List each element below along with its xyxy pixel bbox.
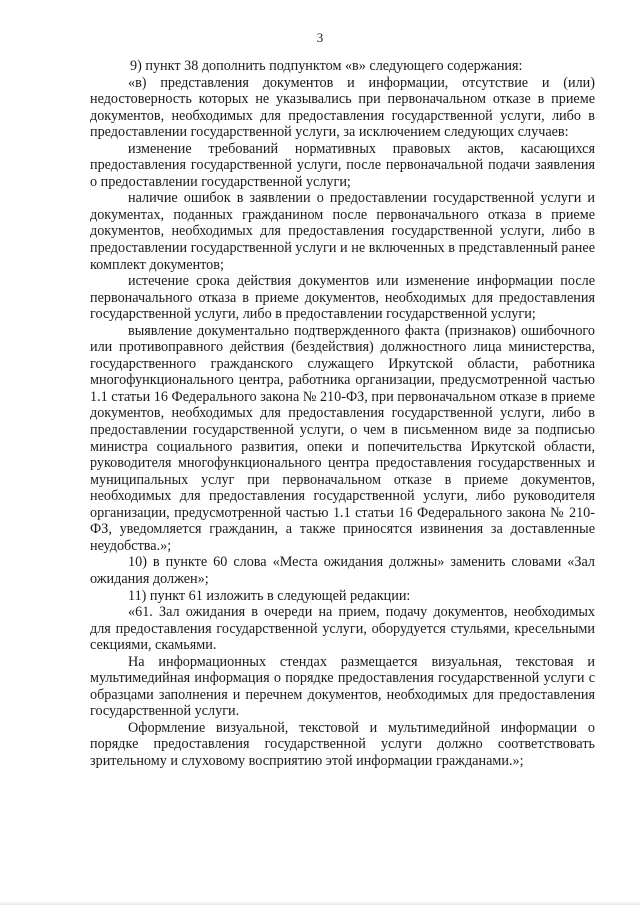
paragraph-exception-4: выявление документально подтвержденного факта (признаков) ошибочного или противоправного действия (бездействия) должностного лица министерства, государственного гражданского служащего Иркутской области, работника многофункционального центра, работника организации, предусмотренной частью 1.1 статьи 16 Федерального закона № 210-ФЗ, при первоначальном отказе в приеме документов, необходимых для предоставления государственной услуги, либо в предоставлении государственной услуги, о чем в письменном виде за подписью министра социального развития, опеки и попечительства Иркутской области, руководителя многофункционального центра предоставления государственных и муниципальных услуг при первоначальном отказе в приеме документов, необходимых для предоставления государственной услуги, либо руководителя организации, предусмотренной частью 1.1 статьи 16 Федерального закона № 210-ФЗ, уведомляется гражданин, а также приносятся извинения за доставленные неудобства.»; [90,322,595,554]
paragraph-point-61: «61. Зал ожидания в очереди на прием, подачу документов, необходимых для предоставления государственной услуги, оборудуется стульями, кресельными секциями, скамьями. [90,604,595,654]
paragraph-exception-2: наличие ошибок в заявлении о предоставлении государственной услуги и документах, поданных гражданином после первоначального отказа в приеме документов, необходимых для предоставления государственной услуги, либо в предоставлении государственной услуги и не включенных в представленный ранее комплект документов; [90,190,595,273]
paragraph-subitem-v: «в) представления документов и информации, отсутствие и (или) недостоверность которых не указывались при первоначальном отказе в приеме документов, необходимых для предоставления государственной услуги, либо в предоставлении государственной услуги, за исключением следующих случаев: [90,74,595,141]
page-number: 3 [316,30,324,45]
scan-bottom-edge [0,901,640,905]
paragraph-exception-3: истечение срока действия документов или изменение информации после первоначального отказа в приеме документов, необходимых для предоставления государственной услуги, либо в предоставлении государственной услуги; [90,273,595,323]
paragraph-info-design: Оформление визуальной, текстовой и мультимедийной информации о порядке предоставления государственной услуги должно соответствовать зрительному и слуховому восприятию этой информации гражданами.»; [90,719,595,769]
paragraph-info-stands: На информационных стендах размещается визуальная, текстовая и мультимедийная информация о порядке предоставления государственной услуги с образцами заполнения и перечнем документов, необходимых для предоставления государственной услуги. [90,653,595,720]
paragraph-item-10: 10) в пункте 60 слова «Места ожидания должны» заменить словами «Зал ожидания должен»; [90,554,595,587]
paragraph-item-9: 9) пункт 38 дополнить подпунктом «в» следующего содержания: [130,58,523,74]
paragraph-item-11: 11) пункт 61 изложить в следующей редакции: [128,587,411,604]
document-body [90,58,595,770]
paragraph-exception-1: изменение требований нормативных правовых актов, касающихся предоставления государственной услуги, после первоначальной подачи заявления о предоставлении государственной услуги; [90,140,595,190]
